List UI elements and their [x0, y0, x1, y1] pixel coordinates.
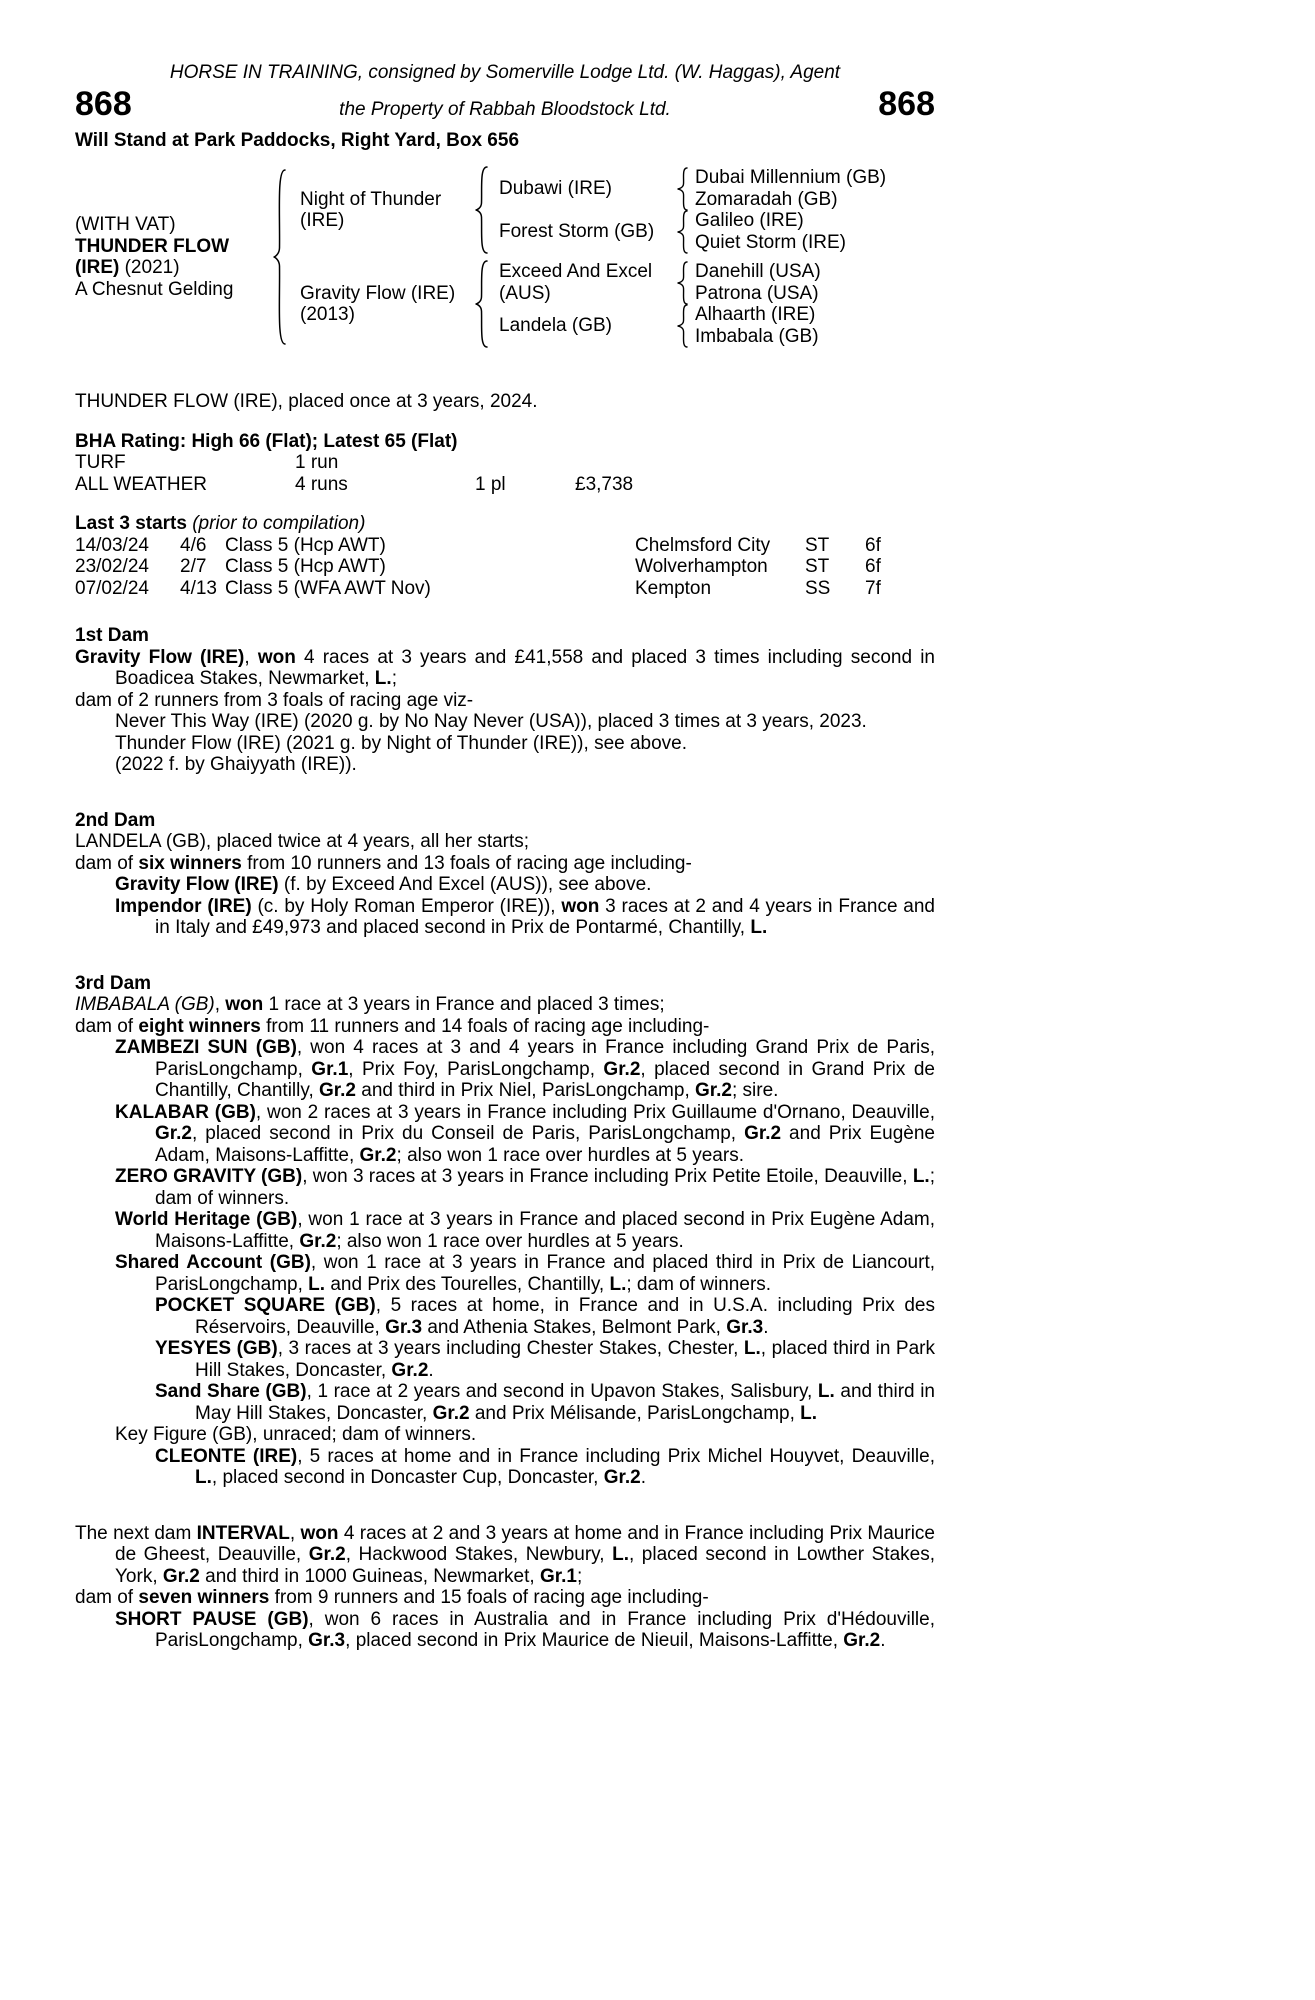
race-position: 2/7 [180, 556, 207, 577]
dam-race-record: The next dam INTERVAL, won 4 races at 2 and 3 years at home and in France including Prix Maurice de Gheest, Deauville, Gr.2, Hackwood Stakes, Newbury, L., placed second in Lowther Stakes, York, Gr.2 and third in 1000 Guineas, Newmarket, Gr.1; [75, 1522, 935, 1587]
dam-race-record: LANDELA (GB), placed twice at 4 years, all her starts; [75, 831, 530, 852]
sire-sire-name [499, 178, 669, 200]
progeny-entry: Thunder Flow (IRE) (2021 g. by Night of Thunder (IRE)), see above. [115, 732, 688, 754]
stat-placed [475, 452, 575, 474]
dam-name [300, 283, 465, 326]
section-heading: 2nd Dam [75, 809, 156, 831]
grandparent-row [499, 167, 910, 210]
great-grandparent-name: Alhaarth (IRE) [695, 304, 816, 325]
stat-row [75, 452, 935, 474]
great-grandparent-name: Zomaradah (GB) [695, 188, 838, 210]
dam-sire-name [499, 261, 669, 304]
section-heading: 1st Dam [75, 625, 149, 646]
sire-name-line: Night of Thunder [300, 188, 442, 210]
lot-header [75, 86, 935, 122]
race-date: 07/02/24 [75, 577, 149, 599]
produce-summary: dam of 2 runners from 3 foals of racing age viz- [75, 689, 474, 711]
grandparent-name-line: Forest Storm (GB) [499, 220, 655, 242]
third-dam-section [75, 973, 935, 1489]
brace-icon [669, 260, 695, 306]
race-class: Class 5 (WFA AWT Nov) [225, 577, 431, 599]
horse-name: THUNDER FLOW [75, 235, 230, 257]
race-class: Class 5 (Hcp AWT) [225, 534, 386, 556]
produce-summary: dam of eight winners from 11 runners and 14 foals of racing age including- [75, 1015, 710, 1037]
progeny-entry: World Heritage (GB), won 1 race at 3 years in France and placed second in Prix Eugène Adam, Maisons-Laffitte, Gr.2; also won 1 race over hurdles at 5 years. [115, 1209, 935, 1252]
race-date: 14/03/24 [75, 534, 149, 556]
great-grandparents-pair [695, 261, 910, 304]
progeny-entry: Sand Share (GB), 1 race at 2 years and second in Upavon Stakes, Salisbury, L. and third in May Hill Stakes, Doncaster, Gr.2 and Prix Mélisande, ParisLongchamp, L. [155, 1381, 935, 1424]
grandparent-name-line: Landela (GB) [499, 314, 613, 336]
progeny-entry: Shared Account (GB), won 1 race at 3 years in France and placed third in Prix de Liancourt, ParisLongchamp, L. and Prix des Tourelles, Chantilly, L.; dam of winners. [115, 1252, 936, 1295]
progeny-entry: (2022 f. by Ghaiyyath (IRE)). [115, 754, 357, 775]
sire-dam-name [499, 221, 669, 243]
dam-race-record: IMBABALA (GB), won 1 race at 3 years in France and placed 3 times; [75, 994, 665, 1015]
produce-summary: dam of six winners from 10 runners and 13 foals of racing age including- [75, 852, 692, 874]
great-grandparent-name: Quiet Storm (IRE) [695, 231, 846, 253]
produce-summary: dam of seven winners from 9 runners and 15 foals of racing age including- [75, 1587, 709, 1608]
vat-note: (WITH VAT) [75, 214, 176, 235]
race-row [75, 556, 935, 578]
race-distance: 6f [865, 556, 881, 577]
horse-description: A Chesnut Gelding [75, 278, 234, 300]
stat-row [75, 474, 935, 496]
race-class: Class 5 (Hcp AWT) [225, 556, 386, 577]
section-heading: 3rd Dam [75, 972, 152, 994]
progeny-entry: Impendor (IRE) (c. by Holy Roman Emperor (IRE)), won 3 races at 2 and 4 years in France and in Italy and £49,973 and placed second in Prix de Pontarmé, Chantilly, L. [115, 895, 935, 938]
property-line: the Property of Rabbah Bloodstock Ltd. [339, 98, 671, 120]
stat-surface-label: TURF [75, 452, 126, 473]
race-distance: 7f [865, 577, 881, 599]
stand-location-line: Will Stand at Park Paddocks, Right Yard, Box 656 [75, 129, 520, 151]
great-grandparent-name: Patrona (USA) [695, 282, 819, 304]
second-dam-section [75, 810, 935, 939]
race-going: ST [805, 534, 830, 556]
great-grandparents-pair [695, 304, 910, 347]
sire-parents-column [499, 167, 910, 253]
race-row [75, 535, 935, 557]
dam-name-line: (2013) [300, 304, 355, 325]
catalogue-page [75, 0, 935, 1652]
race-course: Kempton [635, 577, 712, 599]
stat-earnings: £3,738 [575, 473, 634, 495]
bha-rating-heading: BHA Rating: High 66 (Flat); Latest 65 (Flat) [75, 430, 458, 452]
grandparent-row [499, 261, 910, 304]
race-position: 4/13 [180, 577, 217, 599]
grandparent-name-line: Dubawi (IRE) [499, 177, 612, 199]
brace-icon [669, 303, 695, 349]
consignor-line: HORSE IN TRAINING, consigned by Somerville Lodge Ltd. (W. Haggas), Agent [169, 62, 841, 83]
dam-branch [300, 259, 910, 349]
progeny-entry: ZERO GRAVITY (GB), won 3 races at 3 years in France including Prix Petite Etoile, Deauville, L.; dam of winners. [115, 1166, 935, 1209]
subject-horse-block [75, 214, 260, 300]
grandparent-row [499, 304, 910, 347]
brace-icon [669, 209, 695, 255]
first-dam-section [75, 625, 935, 776]
brace-icon [669, 166, 695, 212]
progeny-entry: ZAMBEZI SUN (GB), won 4 races at 3 and 4 years in France including Grand Prix de Paris, ParisLongchamp, Gr.1, Prix Foy, ParisLongchamp, Gr.2, placed second in Grand Prix de Chantilly, Chantilly, Gr.2 and third in Prix Niel, ParisLongchamp, Gr.2; sire. [115, 1037, 935, 1101]
great-grandparents-pair [695, 210, 910, 253]
bha-rating-block [75, 431, 935, 496]
stat-surface-label: ALL WEATHER [75, 473, 207, 495]
great-grandparent-name: Danehill (USA) [695, 261, 821, 282]
stat-runs: 1 run [295, 452, 339, 473]
race-date: 23/02/24 [75, 556, 149, 577]
sire-name-line: (IRE) [300, 210, 345, 231]
progeny-entry: KALABAR (GB), won 2 races at 3 years in France including Prix Guillaume d'Ornano, Deauville, Gr.2, placed second in Prix du Conseil de Paris, ParisLongchamp, Gr.2 and Prix Eugène Adam, Maisons-Laffitte, Gr.2; also won 1 race over hurdles at 5 years. [115, 1101, 935, 1166]
race-course: Wolverhampton [635, 556, 768, 577]
stat-earnings [575, 452, 935, 474]
race-position: 4/6 [180, 534, 207, 556]
race-row [75, 578, 935, 600]
progeny-entry: POCKET SQUARE (GB), 5 races at home, in France and in U.S.A. including Prix des Réservoirs, Deauville, Gr.3 and Athenia Stakes, Belmont Park, Gr.3. [155, 1295, 935, 1338]
grandparent-name-line: (AUS) [499, 282, 551, 304]
horse-origin-year: (IRE) (2021) [75, 257, 180, 278]
brace-icon [465, 165, 499, 255]
progeny-entry: YESYES (GB), 3 races at 3 years including Chester Stakes, Chester, L., placed third in Park Hill Stakes, Doncaster, Gr.2. [155, 1338, 935, 1381]
race-going: SS [805, 577, 831, 599]
great-grandparent-name: Dubai Millennium (GB) [695, 167, 887, 188]
grandparent-name-line: Exceed And Excel [499, 261, 653, 282]
race-going: ST [805, 556, 830, 577]
dam-race-record: Gravity Flow (IRE), won 4 races at 3 years and £41,558 and placed 3 times including second in Boadicea Stakes, Newmarket, L.; [75, 646, 935, 689]
grandparent-row [499, 210, 910, 253]
great-grandparents-pair [695, 167, 910, 210]
sire-name [300, 189, 465, 232]
stat-runs: 4 runs [295, 473, 348, 495]
progeny-entry: Never This Way (IRE) (2020 g. by No Nay Never (USA)), placed 3 times at 3 years, 2023. [115, 711, 867, 732]
dam-parents-column [499, 261, 910, 347]
brace-icon [260, 168, 300, 346]
progeny-entry: Gravity Flow (IRE) (f. by Exceed And Excel (AUS)), see above. [115, 874, 652, 895]
lot-number-left: 868 [75, 84, 132, 123]
brace-icon [465, 259, 499, 349]
race-summary-line: THUNDER FLOW (IRE), placed once at 3 years, 2024. [75, 391, 538, 412]
race-course: Chelmsford City [635, 534, 771, 556]
last-starts-block [75, 513, 935, 599]
next-dam-section [75, 1523, 935, 1652]
parents-column [300, 165, 910, 349]
stat-placed: 1 pl [475, 473, 506, 495]
last-starts-heading: Last 3 starts (prior to compilation) [75, 513, 366, 534]
dam-dam-name [499, 315, 669, 337]
great-grandparent-name: Galileo (IRE) [695, 210, 804, 231]
sire-branch [300, 165, 910, 255]
progeny-entry: CLEONTE (IRE), 5 races at home and in France including Prix Michel Houyvet, Deauville, L., placed second in Doncaster Cup, Doncaster, Gr.2. [155, 1445, 935, 1488]
lot-number-right: 868 [878, 84, 935, 123]
great-grandparent-name: Imbabala (GB) [695, 325, 819, 347]
dam-name-line: Gravity Flow (IRE) [300, 282, 456, 304]
progeny-entry: Key Figure (GB), unraced; dam of winners. [115, 1424, 477, 1445]
pedigree-table [75, 165, 935, 349]
progeny-entry: SHORT PAUSE (GB), won 6 races in Australia and in France including Prix d'Hédouville, ParisLongchamp, Gr.3, placed second in Prix Maurice de Nieuil, Maisons-Laffitte, Gr.2. [115, 1608, 935, 1651]
race-distance: 6f [865, 534, 881, 556]
